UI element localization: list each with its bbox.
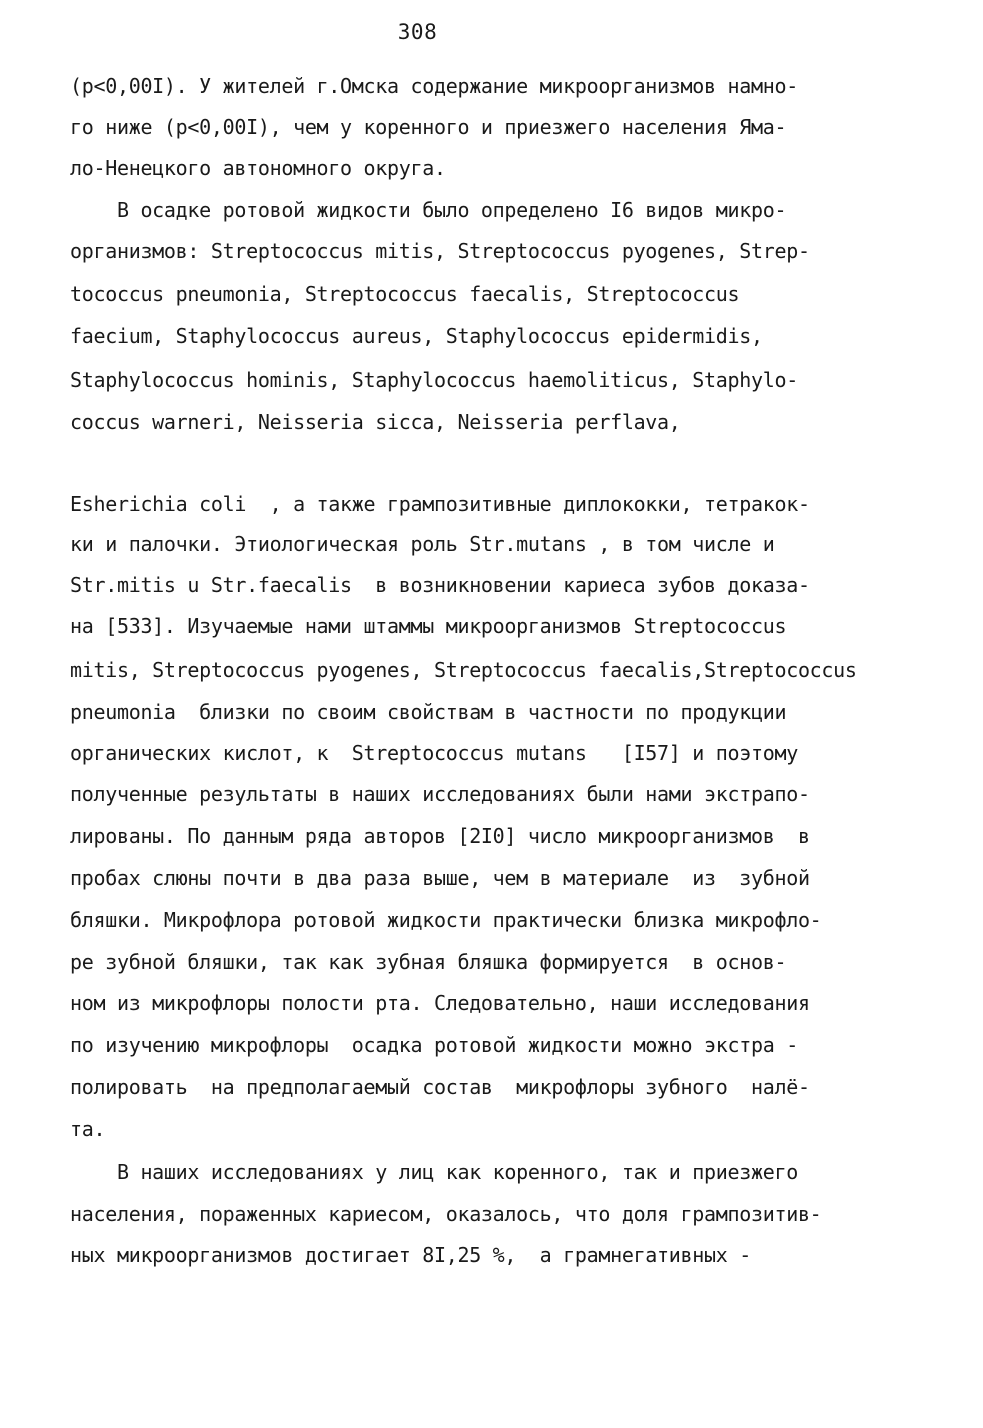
text-line: организмов: Streptococcus mitis, Streptococcus pyogenes, Strep- bbox=[70, 239, 810, 263]
text-line: В наших исследованиях у лиц как коренного, так и приезжего bbox=[70, 1160, 798, 1184]
text-line: mitis, Streptococcus pyogenes, Streptococcus faecalis,Streptococcus bbox=[70, 658, 857, 682]
text-line: ных микроорганизмов достигает 8I,25 %, а грамнегативных - bbox=[70, 1243, 751, 1267]
page-number: 308 bbox=[397, 20, 438, 44]
text-line: ре зубной бляшки, так как зубная бляшка формируется в основ- bbox=[70, 950, 787, 974]
text-line: Staphylococcus hominis, Staphylococcus haemoliticus, Staphylo- bbox=[70, 368, 798, 392]
text-line: ном из микрофлоры полости рта. Следовательно, наши исследования bbox=[70, 991, 810, 1015]
text-line: полученные результаты в наших исследованиях были нами экстрапо- bbox=[70, 782, 810, 806]
text-line: coccus warneri, Neisseria sicca, Neisseria perflava, bbox=[70, 410, 681, 434]
text-line: пробах слюны почти в два раза выше, чем в материале из зубной bbox=[70, 866, 810, 890]
text-line: го ниже (р<0,00I), чем у коренного и приезжего населения Яма- bbox=[70, 115, 787, 139]
text-line: В осадке ротовой жидкости было определено I6 видов микро- bbox=[70, 198, 787, 222]
text-line: лированы. По данным ряда авторов [2I0] число микроорганизмов в bbox=[70, 824, 810, 848]
text-line: по изучению микрофлоры осадка ротовой жидкости можно экстра - bbox=[70, 1033, 798, 1057]
text-line: бляшки. Микрофлора ротовой жидкости практически близка микрофло- bbox=[70, 908, 822, 932]
text-line: та. bbox=[70, 1117, 106, 1141]
text-line: ки и палочки. Этиологическая роль Str.mutans , в том числе и bbox=[70, 532, 775, 556]
text-line: на [533]. Изучаемые нами штаммы микроорганизмов Streptococcus bbox=[70, 614, 787, 638]
text-line: Esherichia coli , а также грампозитивные диплококки, тетракок- bbox=[70, 492, 810, 516]
text-line: tococcus pneumonia, Streptococcus faecalis, Streptococcus bbox=[70, 282, 740, 306]
text-line: Str.mitis u Str.faecalis в возникновении кариеса зубов доказа- bbox=[70, 573, 810, 597]
text-line: pneumonia близки по своим свойствам в частности по продукции bbox=[70, 700, 787, 724]
text-line: населения, пораженных кариесом, оказалось, что доля грампозитив- bbox=[70, 1202, 822, 1226]
text-line: полировать на предполагаемый состав микрофлоры зубного налё- bbox=[70, 1075, 810, 1099]
text-line: faecium, Staphylococcus aureus, Staphylococcus epidermidis, bbox=[70, 324, 763, 348]
text-line: (р<0,00I). У жителей г.Омска содержание микроорганизмов намно- bbox=[70, 74, 798, 98]
text-line: органических кислот, к Streptococcus mutans [I57] и поэтому bbox=[70, 741, 798, 765]
text-line: ло-Ненецкого автономного округа. bbox=[70, 156, 446, 180]
